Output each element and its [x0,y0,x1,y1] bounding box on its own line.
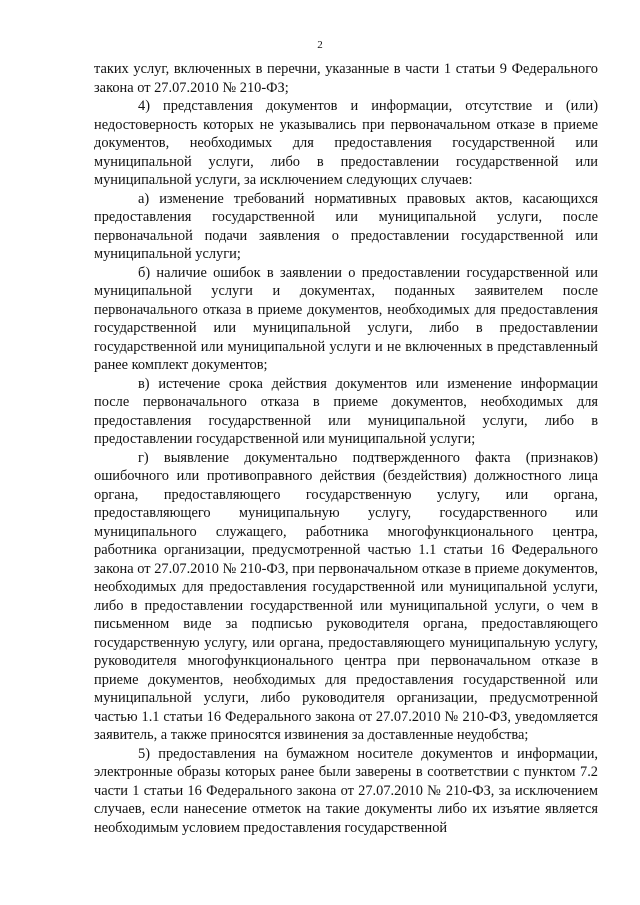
paragraph-subitem-v: в) истечение срока действия документов или изменение информации после первоначального отказа в приеме документов, необходимых для предоставления государственной или муниципальной услуги, либо в предоставлении государственной или муниципальной услуги; [94,375,598,447]
page-number: 2 [317,39,323,51]
paragraph-subitem-a: а) изменение требований нормативных правовых актов, касающихся предоставления государственной или муниципальной услуги, после первоначальной подачи заявления о предоставлении государственной или муниципальной услуги; [94,190,598,262]
paragraph-continuation: таких услуг, включенных в перечни, указанные в части 1 статьи 9 Федерального закона от 27.07.2010 № 210-ФЗ; [94,61,598,96]
document-body [94,60,598,837]
paragraph-item-4: 4) представления документов и информации, отсутствие и (или) недостоверность которых не указывались при первоначальном отказе в приеме документов, необходимых для предоставления государственной или муниципальной услуги, либо в предоставлении государственной или муниципальной услуги, за исключением следующих случаев: [94,98,598,188]
paragraph-subitem-g: г) выявление документально подтвержденного факта (признаков) ошибочного или противоправного действия (бездействия) должностного лица органа, предоставляющего государственную услугу, или органа, предоставляющего муниципальную услугу, государственного или муниципального служащего, работника многофункционального центра, работника организации, предусмотренной частью 1.1 статьи 16 Федерального закона от 27.07.2010 № 210-ФЗ, при первоначальном отказе в приеме документов, необходимых для предоставления государственной или муниципальной услуги, либо в предоставлении государственной или муниципальной услуги, о чем в письменном виде за подписью руководителя органа, предоставляющего государственную услугу, или органа, предоставляющего муниципальную услугу, руководителя многофункционального центра при первоначальном отказе в приеме документов, необходимых для предоставления государственной или муниципальной услуги, либо руководителя организации, предусмотренной частью 1.1 статьи 16 Федерального закона от 27.07.2010 № 210-ФЗ, уведомляется заявитель, а также приносятся извинения за доставленные неудобства; [94,449,598,743]
paragraph-subitem-b: б) наличие ошибок в заявлении о предоставлении государственной или муниципальной услуги и документах, поданных заявителем после первоначального отказа в приеме документов, необходимых для предоставления государственной или муниципальной услуги, либо в предоставлении государственной или муниципальной услуги и не включенных в представленный ранее комплект документов; [94,264,598,373]
paragraph-item-5: 5) предоставления на бумажном носителе документов и информации, электронные образы которых ранее были заверены в соответствии с пунктом 7.2 части 1 статьи 16 Федерального закона от 27.07.2010 № 210-ФЗ, за исключением случаев, если нанесение отметок на такие документы либо их изъятие является необходимым условием предоставления государственной [94,745,598,836]
